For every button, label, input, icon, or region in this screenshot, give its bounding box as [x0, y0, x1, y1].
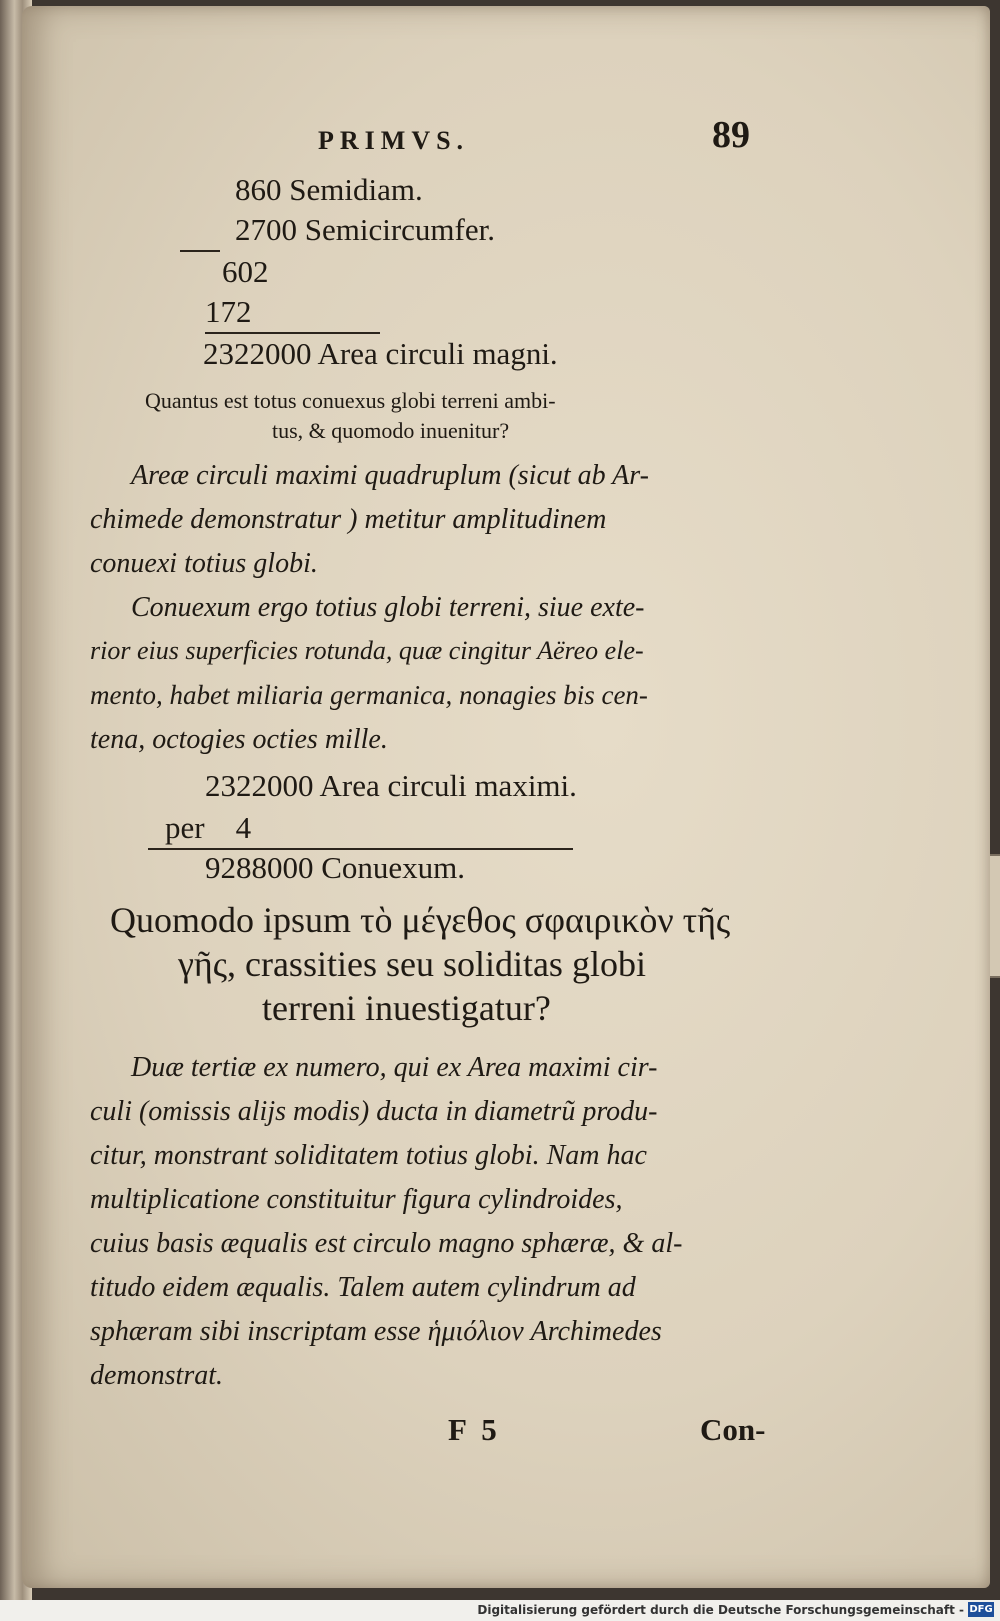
running-title: PRIMVS. [318, 126, 470, 155]
text-line: Duæ tertiæ ex numero, qui ex Area maximi cir- [131, 1052, 658, 1083]
text-line: rior eius superficies rotunda, quæ cingitur Aëreo ele- [90, 636, 644, 665]
calc-line: 2322000 Area circuli maximi. [205, 768, 577, 803]
calc-line: 172 [205, 294, 252, 329]
text-line: culi (omissis alijs modis) ducta in diametrũ produ- [90, 1096, 658, 1127]
page-clip [990, 854, 1000, 978]
signature-mark: F 5 [448, 1412, 497, 1447]
catchword: Con- [700, 1412, 766, 1447]
text-line: multiplicatione constituitur figura cylindroides, [90, 1184, 623, 1215]
text-line: titudo eidem æqualis. Talem autem cylindrum ad [90, 1272, 636, 1303]
text-line: Areæ circuli maximi quadruplum (sicut ab Ar- [131, 460, 649, 491]
question-line: Quantus est totus conuexus globi terreni ambi- [145, 388, 556, 413]
text-line: tena, octogies octies mille. [90, 724, 388, 755]
question-heading-line: γῆς, crassities seu soliditas globi [178, 944, 646, 984]
calc-line: per 4 [165, 810, 252, 845]
question-heading-line: Quomodo ipsum τὸ μέγεθος σφαιρικὸν τῆς [110, 900, 731, 940]
text-line: conuexi totius globi. [90, 548, 318, 579]
calc-result: 9288000 Conuexum. [205, 850, 466, 885]
credit-text: Digitalisierung gefördert durch die Deutsche Forschungsgemeinschaft - [477, 1603, 964, 1617]
text-line: citur, monstrant soliditatem totius globi. Nam hac [90, 1140, 647, 1171]
text-line: demonstrat. [90, 1360, 223, 1391]
page-number: 89 [712, 114, 750, 156]
text-line: sphæram sibi inscriptam esse ἡμιόλιον Archimedes [90, 1316, 662, 1347]
question-heading-line: terreni inuestigatur? [262, 988, 551, 1028]
question-line: tus, & quomodo inuenitur? [272, 418, 510, 443]
text-line: Conuexum ergo totius globi terreni, siue exte- [131, 592, 645, 623]
calc-result: 2322000 Area circuli magni. [203, 336, 558, 371]
calc-line: 2700 Semicircumfer. [235, 212, 495, 247]
text-line: mento, habet miliaria germanica, nonagies bis cen- [90, 680, 648, 710]
calc-rule [205, 332, 380, 334]
calc-rule [180, 250, 220, 252]
calc-line: 860 Semidiam. [235, 172, 423, 207]
text-line: cuius basis æqualis est circulo magno sphæræ, & al- [90, 1228, 683, 1259]
dfg-logo: DFG [969, 1604, 993, 1615]
text-line: chimede demonstratur ) metitur amplitudinem [90, 504, 607, 535]
calc-line: 602 [222, 254, 269, 289]
